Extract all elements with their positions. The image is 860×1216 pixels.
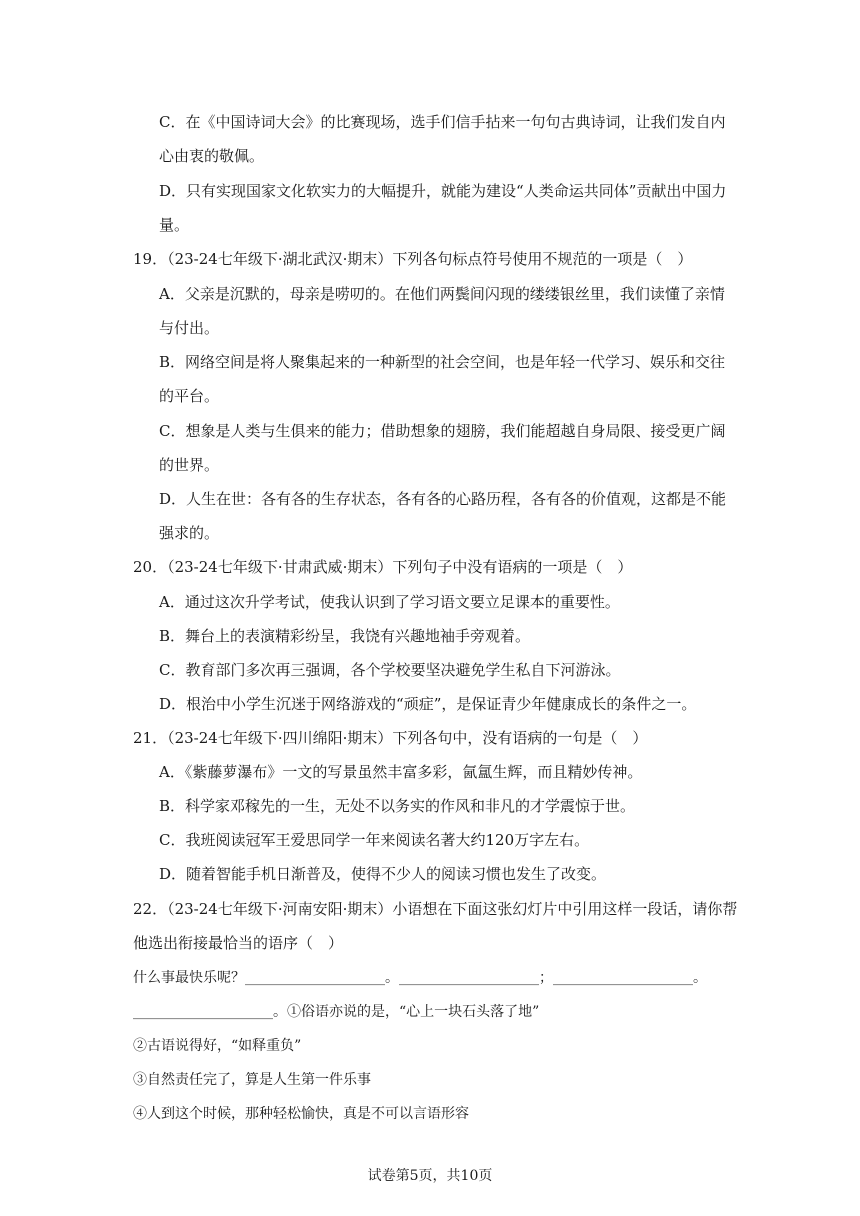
q19-option-a-line1: A．父亲是沉默的，母亲是唠叨的。在他们两鬓间闪现的缕缕银丝里，我们读懂了亲情 <box>159 285 725 303</box>
q21-stem: 21．（23-24七年级下·四川绵阳·期末）下列各句中，没有语病的一句是（ ） <box>133 729 648 747</box>
q21-option-c: C．我班阅读冠军王爱思同学一年来阅读名著大约120万字左右。 <box>159 831 590 849</box>
q19-option-c-line1: C．想象是人类与生俱来的能力；借助想象的翅膀，我们能超越自身局限、接受更广阔 <box>159 422 726 440</box>
q19-option-b-line1: B．网络空间是将人聚集起来的一种新型的社会空间，也是年轻一代学习、娱乐和交往 <box>159 353 726 371</box>
q22-item-4: ④人到这个时候，那种轻松愉快，真是不可以言语形容 <box>133 1106 469 1122</box>
q18-option-c-line1: C．在《中国诗词大会》的比赛现场，选手们信手拈来一句句古典诗词，让我们发自内 <box>159 113 726 131</box>
q22-item-2: ②古语说得好，“如释重负” <box>133 1038 302 1054</box>
q19-option-b-line2: 的平台。 <box>159 387 220 405</box>
q21-option-b: B．科学家邓稼先的一生，无处不以务实的作风和非凡的才学震惊于世。 <box>159 797 636 815</box>
q19-option-c-line2: 的世界。 <box>159 456 220 474</box>
q19-stem: 19．（23-24七年级下·湖北武汉·期末）下列各句标点符号使用不规范的一项是（ ） <box>133 250 693 268</box>
q20-stem: 20．（23-24七年级下·甘肃武威·期末）下列句子中没有语病的一项是（ ） <box>133 558 633 576</box>
q21-option-a: A．《紫藤萝瀑布》一文的写景虽然丰富多彩，氤氲生辉，而且精妙传神。 <box>159 763 643 781</box>
q18-option-d-line2: 量。 <box>159 216 190 234</box>
q18-option-c-line2: 心由衷的敬佩。 <box>159 147 265 165</box>
q20-option-c: C．教育部门多次再三强调，各个学校要坚决避免学生私自下河游泳。 <box>159 661 621 679</box>
q22-fill-line1: 什么事最快乐呢？____________________。____________________；____________________。 <box>133 970 707 986</box>
q22-item-3: ③自然责任完了，算是人生第一件乐事 <box>133 1072 371 1088</box>
q22-fill-line2: ____________________。①俗语亦说的是，“心上一块石头落了地” <box>133 1004 540 1020</box>
q22-stem-line2: 他选出衔接最恰当的语序（ ） <box>133 934 344 952</box>
q19-option-a-line2: 与付出。 <box>159 319 220 337</box>
q19-option-d-line1: D．人生在世：各有各的生存状态，各有各的心路历程，各有各的价值观，这都是不能 <box>159 490 727 508</box>
page-footer: 试卷第5页，共10页 <box>367 1168 493 1184</box>
q21-option-d: D．随着智能手机日渐普及，使得不少人的阅读习惯也发生了改变。 <box>159 865 607 883</box>
q20-option-b: B．舞台上的表演精彩纷呈，我饶有兴趣地袖手旁观着。 <box>159 627 531 645</box>
q19-option-d-line2: 强求的。 <box>159 524 220 542</box>
q20-option-a: A．通过这次升学考试，使我认识到了学习语文要立足课本的重要性。 <box>159 593 620 611</box>
q18-option-d-line1: D．只有实现国家文化软实力的大幅提升，就能为建设“人类命运共同体”贡献出中国力 <box>159 182 727 200</box>
q22-stem-line1: 22．（23-24七年级下·河南安阳·期末）小语想在下面这张幻灯片中引用这样一段话，请你帮 <box>133 900 738 918</box>
q20-option-d: D．根治中小学生沉迷于网络游戏的“顽症”，是保证青少年健康成长的条件之一。 <box>159 695 697 713</box>
